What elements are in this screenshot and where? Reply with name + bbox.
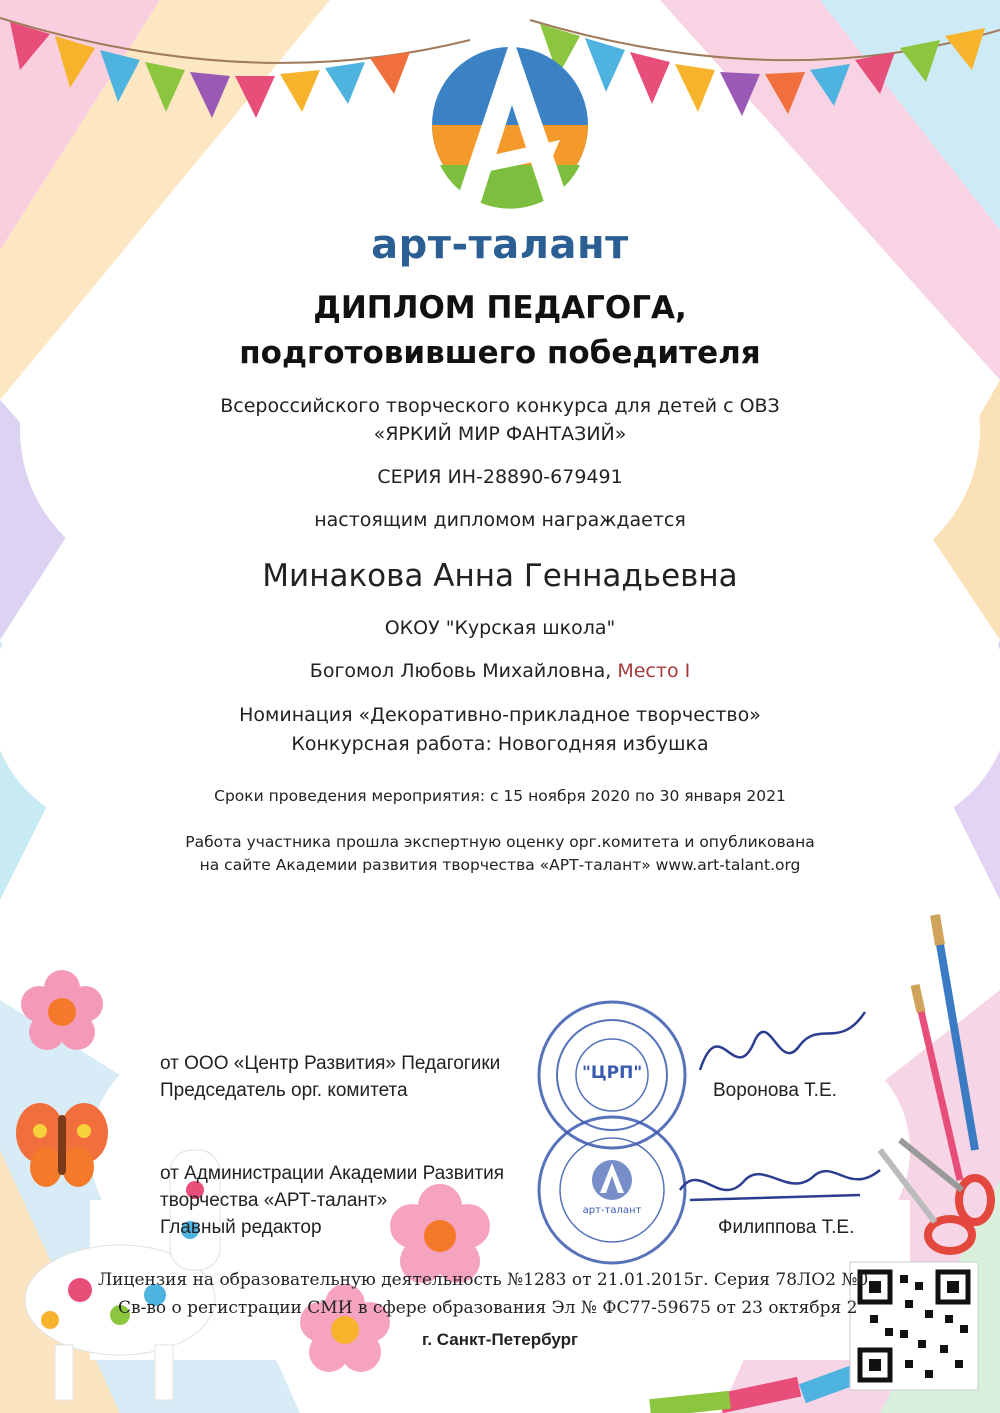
org2-line3: Главный редактор bbox=[160, 1217, 322, 1238]
stamp-art-talant-label: арт-талант bbox=[582, 1205, 642, 1216]
student-name: Богомол Любовь Михайловна, bbox=[309, 660, 612, 682]
stamp-crp-label: "ЦРП" bbox=[582, 1063, 643, 1083]
evaluation-line2: на сайте Академии развития творчества «АРТ-талант» www.art-talant.org bbox=[199, 856, 801, 874]
nomination: Номинация «Декоративно-прикладное творчество» bbox=[239, 704, 761, 726]
place-badge: Место I bbox=[617, 660, 691, 682]
evaluation-line1: Работа участника прошла экспертную оценку орг.комитета и опубликована bbox=[185, 833, 815, 851]
contest-line2: «ЯРКИЙ МИР ФАНТАЗИЙ» bbox=[373, 423, 627, 445]
org1-signer-name: Воронова Т.Е. bbox=[713, 1080, 837, 1101]
awarded-text: настоящим дипломом награждается bbox=[314, 509, 686, 531]
license-line1: Лицензия на образовательную деятельность №1283 от 21.01.2015г. Серия 78ЛО2 №0 bbox=[98, 1270, 869, 1290]
qr-code bbox=[850, 1262, 978, 1390]
contest-work: Конкурсная работа: Новогодняя избушка bbox=[291, 733, 709, 755]
org2-signer-name: Филиппова Т.Е. bbox=[718, 1217, 855, 1238]
diploma-title-line1: ДИПЛОМ ПЕДАГОГА, bbox=[313, 290, 687, 326]
diploma-title-line2: подготовившего победителя bbox=[239, 335, 761, 371]
recipient-name: Минакова Анна Геннадьевна bbox=[262, 558, 738, 594]
logo-wordmark: арт-талант bbox=[371, 222, 629, 268]
org1-line1: от ООО «Центр Развития» Педагогики bbox=[160, 1053, 501, 1074]
event-dates: Сроки проведения мероприятия: с 15 ноября 2020 по 30 января 2021 bbox=[214, 787, 786, 805]
contest-line1: Всероссийского творческого конкурса для детей с ОВЗ bbox=[220, 395, 780, 417]
license-line2: Св-во о регистрации СМИ в сфере образования Эл № ФС77-59675 от 23 октября 2 bbox=[118, 1298, 858, 1318]
org1-line2: Председатель орг. комитета bbox=[160, 1080, 408, 1101]
student-line bbox=[0, 660, 1000, 682]
city: г. Санкт-Петербург bbox=[421, 1330, 579, 1349]
school-name: ОКОУ "Курская школа" bbox=[384, 617, 616, 639]
org2-line1: от Администрации Академии Развития bbox=[160, 1163, 505, 1184]
series-number: СЕРИЯ ИН-28890-679491 bbox=[377, 466, 623, 488]
org2-line2: творчества «АРТ-талант» bbox=[160, 1190, 388, 1211]
